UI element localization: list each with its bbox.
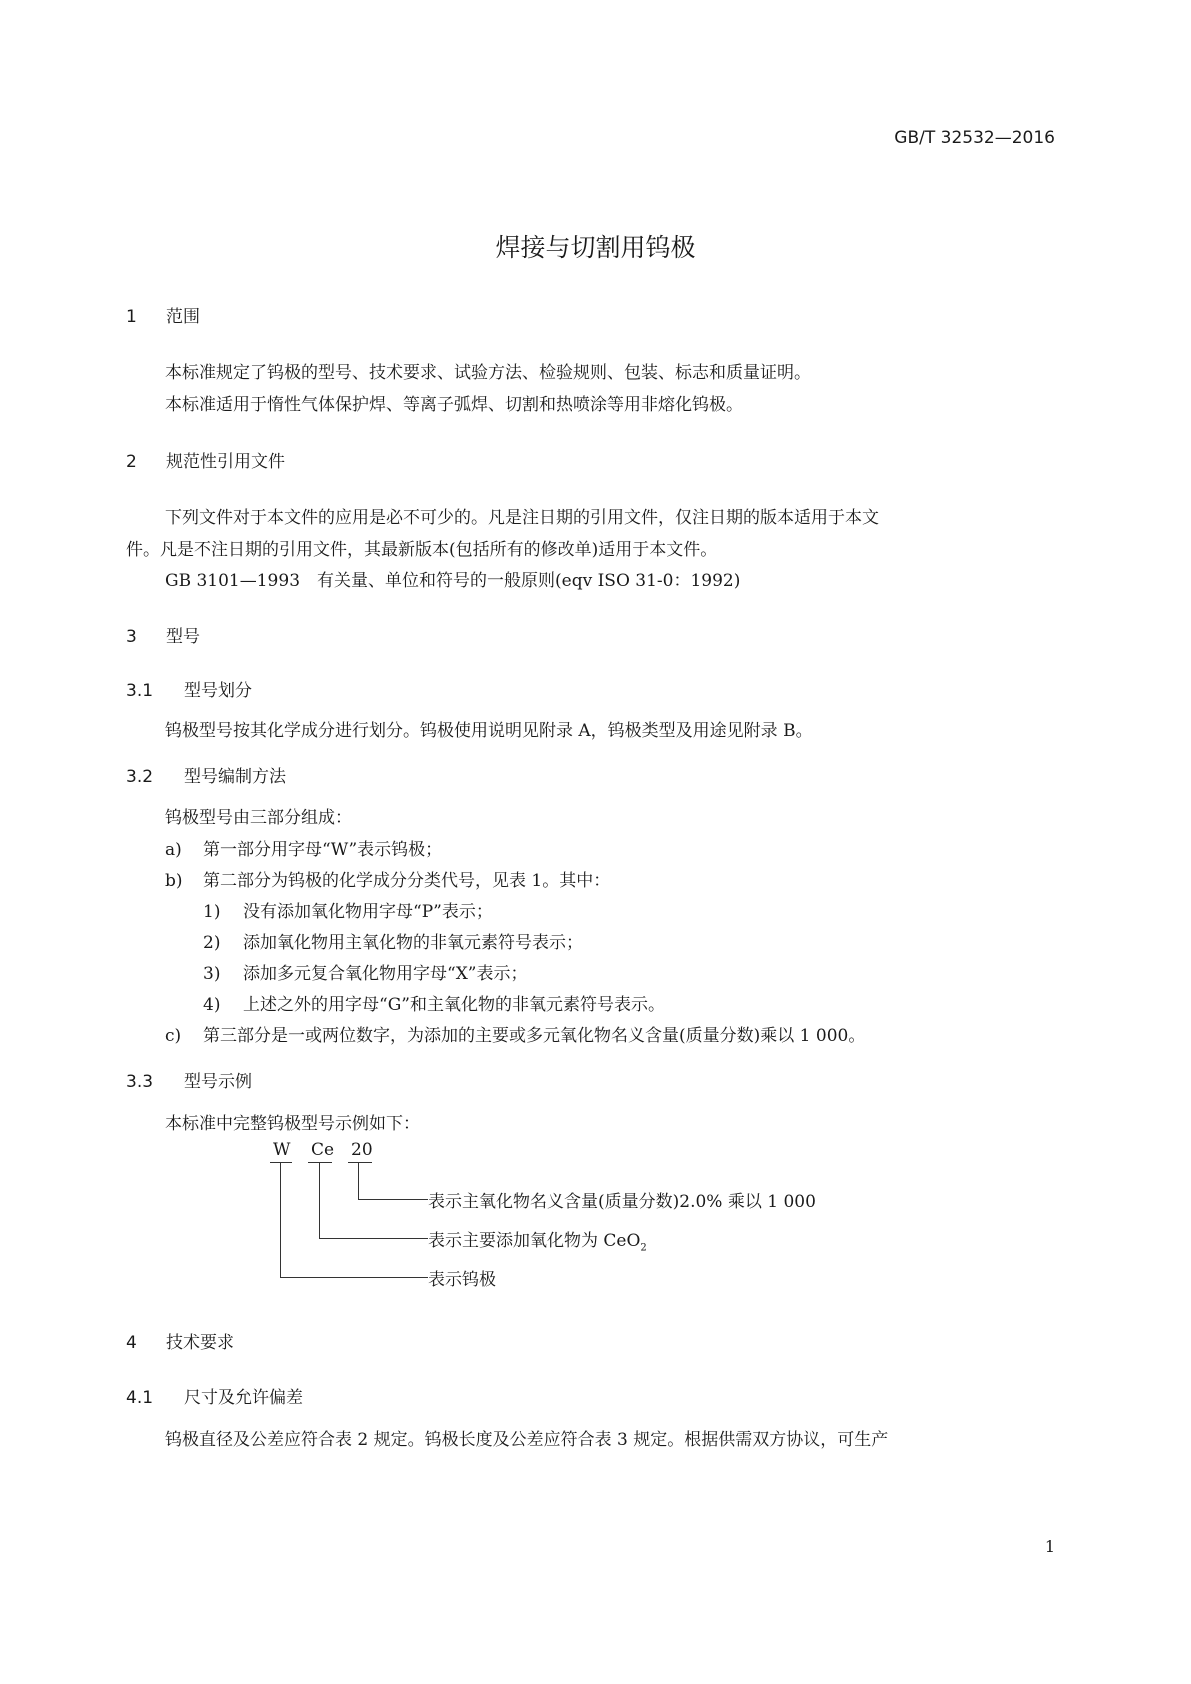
section-2-heading [126, 447, 285, 472]
list-item [165, 835, 442, 860]
section-title: 型号 [166, 627, 200, 647]
list-text: 第一部分用字母“W”表示钨极； [203, 840, 443, 860]
desc-ce-subscript: 2 [640, 1242, 647, 1254]
underline-ce [308, 1162, 332, 1163]
section-number: 3.3 [126, 1072, 154, 1092]
standard-number: GB/T 32532—2016 [894, 128, 1055, 148]
paragraph: 下列文件对于本文件的应用是必不可少的。凡是注日期的引用文件，仅注日期的版本适用于本文 [165, 508, 879, 528]
desc-w: 表示钨极 [428, 1270, 496, 1290]
section-title: 技术要求 [166, 1333, 234, 1353]
list-item [203, 897, 493, 922]
list-item [203, 990, 665, 1015]
list-text: 添加氧化物用主氧化物的非氧元素符号表示； [243, 933, 583, 953]
list-label: 2) [203, 933, 221, 953]
leader-20-horizontal [358, 1199, 428, 1200]
list-label: 3) [203, 964, 221, 984]
list-label: b) [165, 871, 183, 891]
page-number: 1 [1044, 1537, 1055, 1556]
leader-20-vertical [358, 1163, 359, 1200]
section-3-1-heading [126, 676, 252, 701]
section-title: 型号划分 [184, 681, 252, 701]
section-3-heading [126, 622, 200, 647]
document-title: 焊接与切割用钨极 [495, 233, 696, 262]
desc-ce-text: 表示主要添加氧化物为 CeO [428, 1231, 641, 1251]
leader-w-vertical [280, 1163, 281, 1278]
list-item [203, 959, 527, 984]
code-20: 20 [351, 1140, 373, 1160]
list-label: a) [165, 840, 182, 860]
list-label: 4) [203, 995, 221, 1015]
section-4-heading [126, 1328, 234, 1353]
list-text: 第三部分是一或两位数字，为添加的主要或多元氧化物名义含量(质量分数)乘以 1 000。 [203, 1026, 866, 1046]
section-number: 1 [126, 307, 137, 327]
normative-reference: GB 3101—1993 有关量、单位和符号的一般原则(eqv ISO 31-0：1992) [165, 571, 741, 591]
leader-ce-vertical [319, 1163, 320, 1239]
list-text: 没有添加氧化物用字母“P”表示； [243, 902, 493, 922]
paragraph: 本标准中完整钨极型号示例如下： [165, 1114, 420, 1134]
paragraph: 钨极直径及公差应符合表 2 规定。钨极长度及公差应符合表 3 规定。根据供需双方协议，可生产 [165, 1430, 889, 1450]
paragraph: 本标准规定了钨极的型号、技术要求、试验方法、检验规则、包装、标志和质量证明。 [165, 363, 811, 383]
section-number: 3 [126, 627, 137, 647]
leader-ce-horizontal [319, 1238, 428, 1239]
paragraph: 件。凡是不注日期的引用文件，其最新版本(包括所有的修改单)适用于本文件。 [126, 540, 718, 560]
paragraph: 钨极型号按其化学成分进行划分。钨极使用说明见附录 A，钨极类型及用途见附录 B。 [165, 721, 813, 741]
section-number: 4.1 [126, 1388, 154, 1408]
section-1-heading [126, 302, 200, 327]
desc-ce [428, 1226, 647, 1253]
section-title: 型号编制方法 [184, 767, 286, 787]
list-item [165, 866, 610, 891]
paragraph: 钨极型号由三部分组成： [165, 808, 352, 828]
list-text: 上述之外的用字母“G”和主氧化物的非氧元素符号表示。 [243, 995, 665, 1015]
section-number: 4 [126, 1333, 137, 1353]
list-text: 添加多元复合氧化物用字母“X”表示； [243, 964, 528, 984]
section-number: 2 [126, 452, 137, 472]
section-3-3-heading [126, 1067, 252, 1092]
list-item [203, 928, 583, 953]
section-title: 尺寸及允许偏差 [184, 1388, 303, 1408]
underline-20 [348, 1162, 372, 1163]
list-label: c) [165, 1026, 182, 1046]
section-number: 3.2 [126, 767, 154, 787]
leader-w-horizontal [280, 1277, 428, 1278]
section-title: 型号示例 [184, 1072, 252, 1092]
underline-w [270, 1162, 292, 1163]
section-title: 规范性引用文件 [166, 452, 285, 472]
section-title: 范围 [166, 307, 200, 327]
section-3-2-heading [126, 762, 286, 787]
list-text: 第二部分为钨极的化学成分分类代号，见表 1。其中： [203, 871, 611, 891]
paragraph: 本标准适用于惰性气体保护焊、等离子弧焊、切割和热喷涂等用非熔化钨极。 [165, 395, 743, 415]
desc-20: 表示主氧化物名义含量(质量分数)2.0% 乘以 1 000 [428, 1192, 816, 1212]
code-ce: Ce [311, 1140, 335, 1160]
list-label: 1) [203, 902, 221, 922]
section-number: 3.1 [126, 681, 154, 701]
section-4-1-heading [126, 1383, 303, 1408]
list-item [165, 1021, 865, 1046]
code-w: W [273, 1140, 291, 1160]
